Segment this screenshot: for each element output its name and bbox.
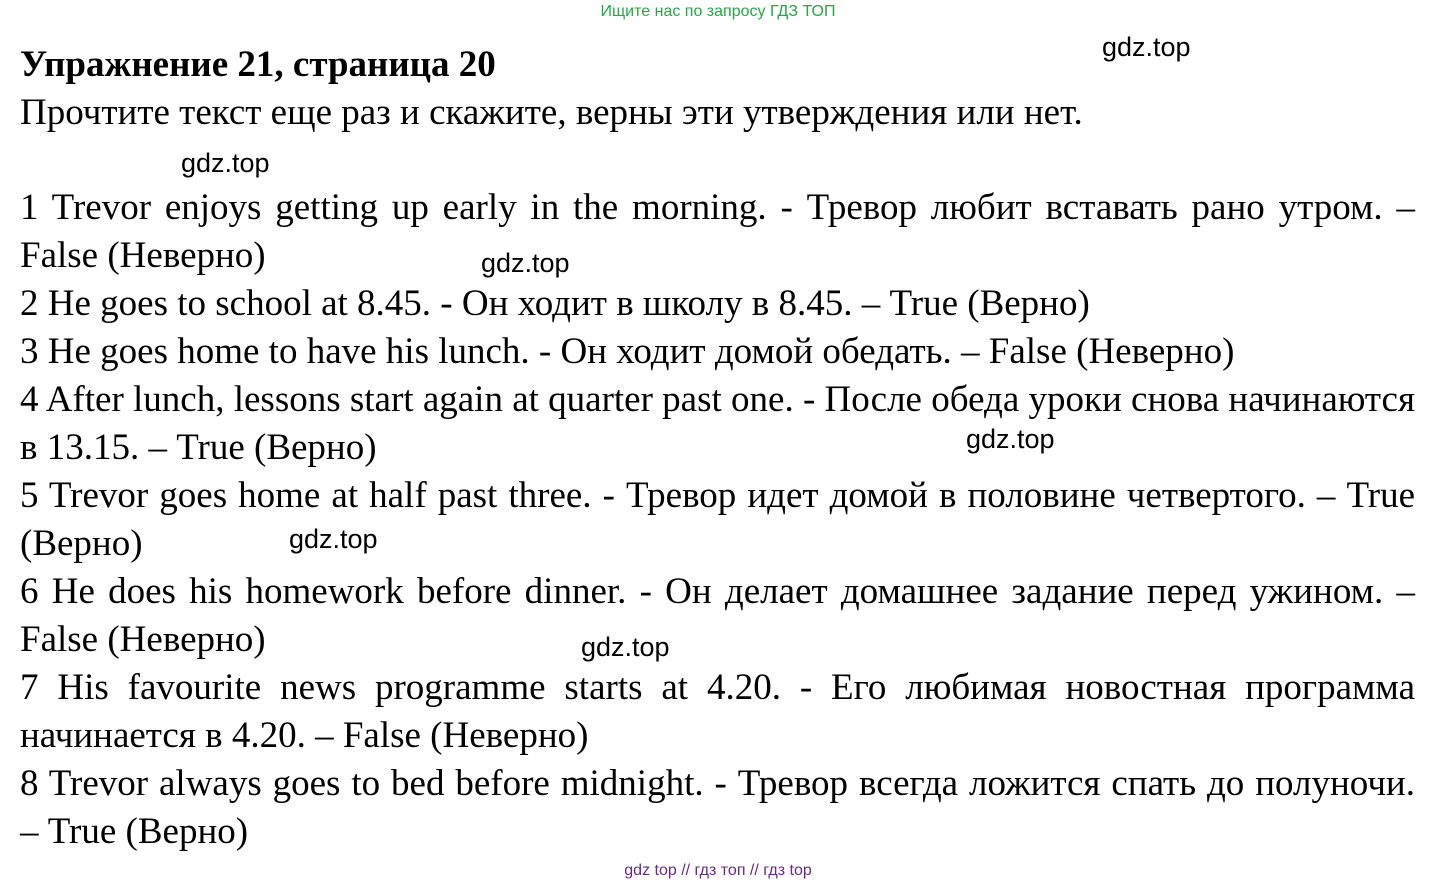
watermark: gdz.top xyxy=(289,524,378,554)
watermark: gdz.top xyxy=(181,148,270,178)
page-title: Упражнение 21, страница 20 xyxy=(20,44,496,85)
statement-item-8: 8 Trevor always goes to bed before midnight. - Тревор всегда ложится спать до полуночи. – True (Верно) xyxy=(20,763,1415,852)
statement-item-6: 6 He does his homework before dinner. - Он делает домашнее задание перед ужином. – False (Неверно) xyxy=(20,571,1415,660)
footer-links: gdz top // гдз топ // гдз top xyxy=(624,862,812,879)
watermark: gdz.top xyxy=(481,248,570,278)
watermark: gdz.top xyxy=(966,424,1055,454)
statement-item-2: 2 He goes to school at 8.45. - Он ходит в школу в 8.45. – True (Верно) xyxy=(20,283,1090,324)
top-banner: Ищите нас по запросу ГДЗ ТОП xyxy=(600,3,836,20)
statement-item-3: 3 He goes home to have his lunch. - Он ходит домой обедать. – False (Неверно) xyxy=(20,331,1235,372)
watermark: gdz.top xyxy=(581,632,670,662)
statement-item-1: 1 Trevor enjoys getting up early in the morning. - Тревор любит вставать рано утром. – False (Неверно) xyxy=(20,187,1415,276)
instruction-text: Прочтите текст еще раз и скажите, верны эти утверждения или нет. xyxy=(20,92,1083,133)
statement-item-7: 7 His favourite news programme starts at 4.20. - Его любимая новостная программа начинается в 4.20. – False (Неверно) xyxy=(20,667,1415,756)
watermark: gdz.top xyxy=(1102,32,1191,62)
statement-item-4: 4 After lunch, lessons start again at quarter past one. - После обеда уроки снова начинаются в 13.15. – True (Верно) xyxy=(20,379,1415,468)
statement-item-5: 5 Trevor goes home at half past three. - Тревор идет домой в половине четвертого. – True (Верно) xyxy=(20,475,1415,564)
